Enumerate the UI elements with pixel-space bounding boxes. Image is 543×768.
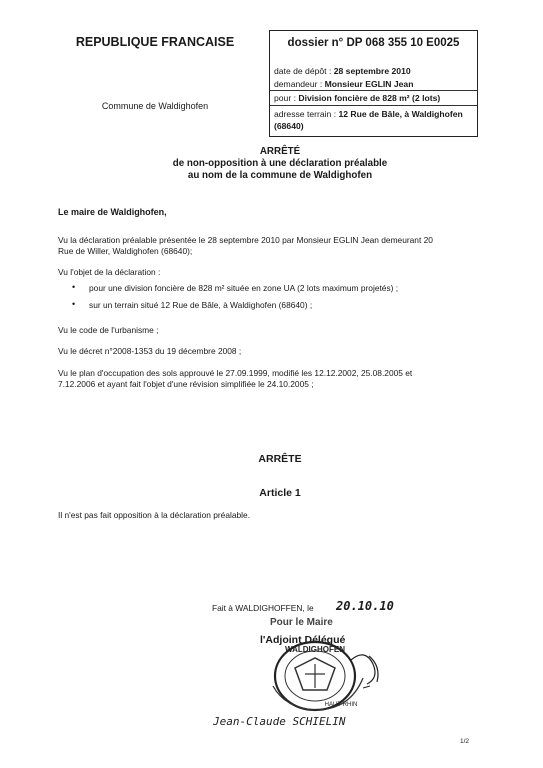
adresse-value-2: (68640) [274, 121, 304, 131]
official-stamp-icon [255, 638, 395, 718]
fait-a: Fait à WALDIGHOFFEN, le [212, 603, 314, 613]
pour-le-maire: Pour le Maire [270, 617, 333, 628]
pour-row [274, 93, 475, 104]
title-line2: de non-opposition à une déclaration préalable [172, 158, 388, 169]
handwritten-name: Jean-Claude SCHIELIN [213, 715, 346, 728]
vu-plan-line1: Vu le plan d'occupation des sols approuvé le 27.09.1999, modifié les 12.12.2002, 25.08.2005 et [58, 368, 413, 378]
maire-line: Le maire de Waldighofen, [58, 207, 167, 217]
page-number: 1/2 [460, 738, 470, 745]
svg-text:HAUT-RHIN: HAUT-RHIN [324, 702, 358, 708]
vu-objet: Vu l'objet de la déclaration : [58, 267, 161, 277]
vu-plan-line2: 7.12.2006 et ayant fait l'objet d'une révision simplifiée le 24.10.2005 ; [58, 379, 314, 389]
commune-name: Commune de Waldighofen [101, 101, 209, 111]
vu-declaration-line1: Vu la déclaration préalable présentée le 28 septembre 2010 par Monsieur EGLIN Jean demeurant 20 [58, 235, 433, 245]
demandeur-row [274, 79, 475, 90]
vu-code: Vu le code de l'urbanisme ; [58, 325, 159, 335]
depot-row [274, 66, 475, 77]
demandeur-value: Monsieur EGLIN Jean [324, 79, 414, 89]
depot-value: 28 septembre 2010 [333, 66, 411, 76]
dossier-number: dossier n° DP 068 355 10 E0025 [287, 37, 460, 49]
dossier-box [269, 30, 478, 137]
adjoint-delegue: l'Adjoint Délégué [260, 634, 346, 646]
bullet-icon: • [72, 282, 76, 292]
bullet-item: pour une division foncière de 828 m² située en zone UA (2 lots maximum projetés) ; [89, 283, 399, 293]
adresse-value: 12 Rue de Bâle, à Waldighofen [338, 109, 463, 119]
title-line3: au nom de la commune de Waldighofen [187, 170, 373, 181]
article-text: Il n'est pas fait opposition à la déclaration préalable. [58, 510, 251, 520]
arrete-heading: ARRÊTE [258, 453, 302, 465]
depot-label: date de dépôt : [274, 66, 334, 76]
vu-plan [58, 368, 488, 390]
republic-heading: REPUBLIQUE FRANCAISE [75, 35, 235, 49]
title-line1: ARRÊTÉ [259, 146, 301, 157]
box-divider [270, 105, 477, 106]
svg-text:WALDIGHOFEN: WALDIGHOFEN [285, 645, 345, 654]
article-heading: Article 1 [259, 487, 301, 499]
pour-value: Division foncière de 828 m² (2 lots) [298, 93, 441, 103]
pour-label: pour : [274, 93, 299, 103]
adresse-label: adresse terrain : [274, 109, 339, 119]
vu-decret: Vu le décret n°2008-1353 du 19 décembre 2008 ; [58, 346, 242, 356]
vu-declaration [58, 235, 488, 257]
box-divider [270, 90, 477, 91]
bullet-item: sur un terrain situé 12 Rue de Bâle, à Waldighofen (68640) ; [89, 300, 313, 310]
handwritten-date: 20.10.10 [336, 599, 394, 613]
header-left [60, 34, 250, 111]
bullet-icon: • [72, 299, 76, 309]
vu-declaration-line2: Rue de Willer, Waldighofen (68640); [58, 246, 193, 256]
demandeur-label: demandeur : [274, 79, 325, 89]
arrete-title [60, 146, 500, 182]
adresse-row [274, 109, 475, 120]
